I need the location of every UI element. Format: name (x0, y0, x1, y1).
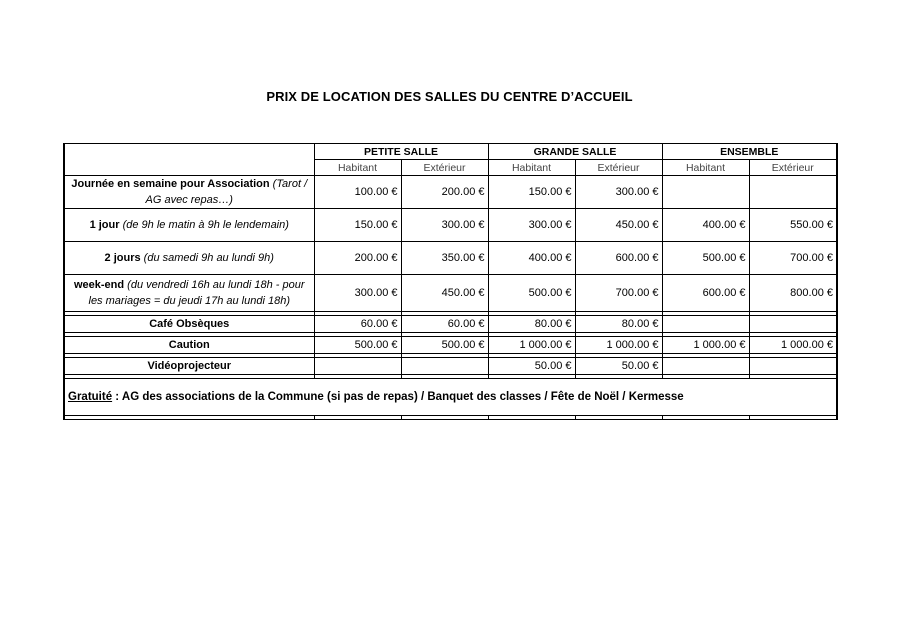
price-cell: 60.00 € (401, 316, 488, 333)
row-label: Café Obsèques (64, 316, 314, 333)
price-cell (662, 176, 749, 209)
price-cell: 50.00 € (575, 358, 662, 375)
price-cell: 300.00 € (575, 176, 662, 209)
row-label: week-end (du vendredi 16h au lundi 18h - pour les mariages = du jeudi 17h au lundi 18h) (64, 275, 314, 312)
sub-header-habitant: Habitant (662, 160, 749, 176)
page-title: PRIX DE LOCATION DES SALLES DU CENTRE D’ACCUEIL (266, 89, 633, 104)
note-label: Gratuité (68, 391, 113, 403)
table-row (64, 275, 837, 312)
price-cell: 600.00 € (662, 275, 749, 312)
note-row (64, 379, 837, 416)
note-text: : AG des associations de la Commune (si pas de repas) / Banquet des classes / Fête de Noël / Kermesse (112, 391, 684, 403)
group-header-row (64, 144, 837, 160)
price-cell (401, 358, 488, 375)
price-cell: 500.00 € (488, 275, 575, 312)
price-cell: 500.00 € (314, 337, 401, 354)
price-cell: 300.00 € (401, 209, 488, 242)
row-label: Journée en semaine pour Association (Tarot / AG avec repas…) (64, 176, 314, 209)
price-cell: 200.00 € (314, 242, 401, 275)
price-cell: 300.00 € (488, 209, 575, 242)
price-cell: 1 000.00 € (749, 337, 837, 354)
price-cell: 700.00 € (575, 275, 662, 312)
price-cell (662, 316, 749, 333)
separator-row (64, 416, 837, 420)
group-petite-salle: PETITE SALLE (314, 144, 488, 160)
row-label: 2 jours (du samedi 9h au lundi 9h) (64, 242, 314, 275)
table-row (64, 242, 837, 275)
sub-header-exterieur: Extérieur (575, 160, 662, 176)
group-grande-salle: GRANDE SALLE (488, 144, 662, 160)
price-cell: 600.00 € (575, 242, 662, 275)
price-cell: 50.00 € (488, 358, 575, 375)
price-cell: 700.00 € (749, 242, 837, 275)
table-row (64, 316, 837, 333)
price-cell: 400.00 € (488, 242, 575, 275)
price-cell (662, 358, 749, 375)
price-cell: 400.00 € (662, 209, 749, 242)
price-cell: 150.00 € (488, 176, 575, 209)
price-cell: 550.00 € (749, 209, 837, 242)
price-cell: 80.00 € (488, 316, 575, 333)
sub-header-exterieur: Extérieur (749, 160, 837, 176)
price-cell: 450.00 € (401, 275, 488, 312)
sub-header-habitant: Habitant (488, 160, 575, 176)
price-cell: 150.00 € (314, 209, 401, 242)
group-ensemble: ENSEMBLE (662, 144, 837, 160)
price-cell: 200.00 € (401, 176, 488, 209)
row-label: Caution (64, 337, 314, 354)
row-label: 1 jour (de 9h le matin à 9h le lendemain) (64, 209, 314, 242)
price-cell: 100.00 € (314, 176, 401, 209)
free-use-note (64, 379, 837, 416)
price-cell (314, 358, 401, 375)
price-table (63, 143, 838, 420)
row-label: Vidéoprojecteur (64, 358, 314, 375)
price-cell: 80.00 € (575, 316, 662, 333)
table-row (64, 358, 837, 375)
price-cell: 500.00 € (662, 242, 749, 275)
price-cell: 500.00 € (401, 337, 488, 354)
table-row (64, 176, 837, 209)
sub-header-habitant: Habitant (314, 160, 401, 176)
price-cell: 1 000.00 € (575, 337, 662, 354)
price-cell: 450.00 € (575, 209, 662, 242)
price-cell (749, 316, 837, 333)
price-cell: 1 000.00 € (488, 337, 575, 354)
price-cell (749, 176, 837, 209)
table-row (64, 337, 837, 354)
price-cell: 300.00 € (314, 275, 401, 312)
price-cell: 800.00 € (749, 275, 837, 312)
table-row (64, 209, 837, 242)
price-cell (749, 358, 837, 375)
header-empty-cell (64, 144, 314, 176)
price-cell: 60.00 € (314, 316, 401, 333)
sub-header-exterieur: Extérieur (401, 160, 488, 176)
price-cell: 350.00 € (401, 242, 488, 275)
price-cell: 1 000.00 € (662, 337, 749, 354)
